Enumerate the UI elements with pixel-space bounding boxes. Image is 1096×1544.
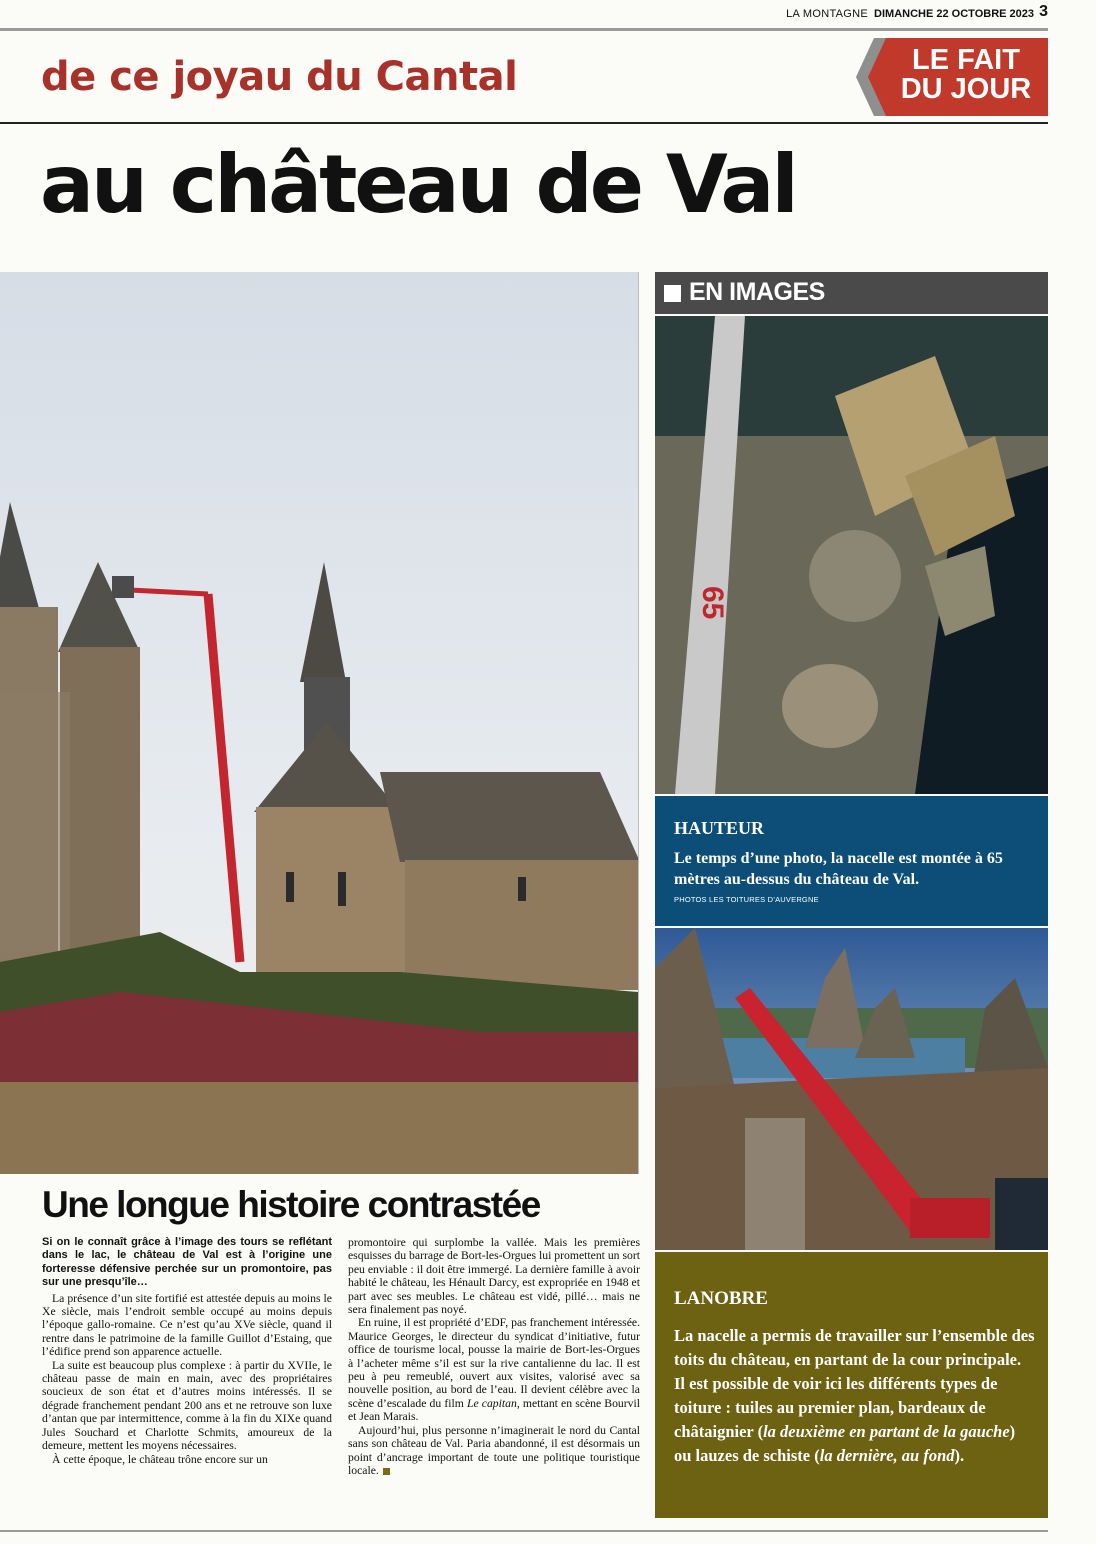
- article-paragraph: [348, 1316, 640, 1423]
- castle-photo: [0, 272, 639, 1174]
- photo-credit: PHOTOS LES TOITURES D’AUVERGNE: [674, 895, 819, 904]
- article-paragraph: promontoire qui surplombe la vallée. Mais les premières esquisses du barrage de Bort-les-Orgues lui promettent un sort peu enviable : il doit être immergé. La dernière famille à avoir habité le château, les Hénault Darcy, est expropriée en 1948 et part avec ses meubles. Le château est vidé, pillé… mais ne sera finalement pas noyé.: [348, 1236, 640, 1317]
- photo-marking-65: 65: [696, 586, 729, 620]
- article-column-1: [42, 1236, 332, 1466]
- article-chapo: Si on le connaît grâce à l’image des tours se reflétant dans le lac, le château de Val est à l’origine une forteresse défensive perchée sur un promontoire, pas sur une presqu’île…: [42, 1236, 332, 1289]
- article-paragraph-text: mettant en scène Bourvil et Jean Marais.: [348, 1396, 641, 1424]
- badge-line-1: LE FAIT: [912, 44, 1020, 76]
- section-rule: [0, 122, 1048, 124]
- running-header: [786, 8, 1034, 20]
- issue-date: DIMANCHE 22 OCTOBRE 2023: [874, 8, 1034, 20]
- en-images-label: EN IMAGES: [689, 278, 825, 306]
- article-paragraph-text: En ruine, il est propriété d’EDF, pas franchement intéressée. Maurice Georges, le directeur du syndicat d’initiative, futur office de tourisme local, pousse la mairie de Bort-les-Orgues à l’acheter même s’il est sur la rive cantalienne du lac. Il est peu à peu remeublé, ouvert aux visites, valorisé avec sa nouvelle position, au bord de l’eau. Il devient célèbre avec la scène d’escalade du film: [348, 1316, 640, 1410]
- aerial-roof-photo: [655, 316, 1048, 794]
- caption-lanobre-italic-2: la dernière, au fond: [819, 1446, 955, 1465]
- article-paragraph: La suite est beaucoup plus complexe : à partir du XVIIe, le château passe de main en main, avec des propriétaires soucieux de son état et d’autres moins intéressés. Il se dégrade franchement pendant 200 ans et ne retrouve son luxe d’antan que par intermittence, comme à la fin du XIXe quand Jules Souchard et Charlotte Schmits, amoureux de la demeure, mettent les moyens nécessaires.: [42, 1358, 332, 1453]
- end-of-article-square-icon: [383, 1468, 390, 1475]
- caption-lanobre-text-3: ).: [954, 1446, 965, 1465]
- caption-lanobre-text-1: La nacelle a permis de travailler sur l’ensemble des toits du château, en partant de la cour principale. Il est possible de voir ici les différents types de toiture : tuiles au premier plan, bardeaux de châtaignier (: [674, 1326, 1035, 1441]
- bottom-rule: [0, 1530, 1048, 1532]
- banner-square-icon: [664, 285, 681, 302]
- badge-line-2: DU JOUR: [900, 73, 1032, 105]
- caption-lanobre-text: [674, 1324, 1036, 1468]
- caption-lanobre-title: LANOBRE: [674, 1288, 768, 1309]
- caption-hauteur-text: Le temps d’une photo, la nacelle est montée à 65 mètres au-dessus du château de Val.: [674, 850, 1003, 888]
- article-paragraph-text: Aujourd’hui, plus personne n’imaginerait le nord du Cantal sans son château de Val. Paria abandonné, il est désormais un point d’ancrage important de toute une politique touristique locale.: [348, 1423, 640, 1477]
- header-rule: [0, 28, 1048, 31]
- caption-lanobre-italic-1: la deuxième en partant de la gauche: [763, 1422, 1010, 1441]
- article-column-2: [348, 1236, 640, 1477]
- article-paragraph: [348, 1424, 640, 1478]
- publication-name: LA MONTAGNE: [786, 8, 869, 20]
- subhead: de ce joyau du Cantal: [41, 54, 518, 100]
- article-paragraph: La présence d’un site fortifié est attestée depuis au moins le Xe siècle, mais l’endroit semble occupé au moins depuis l’époque gallo-romaine. Ce n’est qu’au XVe siècle, quand il rentre dans le patrimoine de la famille Guillot d’Estaing, que l’édifice prend son apparence actuelle.: [42, 1291, 332, 1359]
- film-title: Le capitan,: [466, 1396, 520, 1410]
- page-number: 3: [1039, 3, 1048, 20]
- rooftops-crane-photo: [655, 928, 1048, 1250]
- article-paragraph: À cette époque, le château trône encore sur un: [52, 1452, 268, 1466]
- caption-hauteur-title: HAUTEUR: [674, 818, 765, 838]
- main-title: au château de Val: [40, 138, 796, 231]
- caption-lanobre-text-2: ) ou lauzes de schiste (: [674, 1422, 1016, 1465]
- article-title: Une longue histoire contrastée: [42, 1184, 540, 1225]
- badge-text: [890, 46, 1042, 104]
